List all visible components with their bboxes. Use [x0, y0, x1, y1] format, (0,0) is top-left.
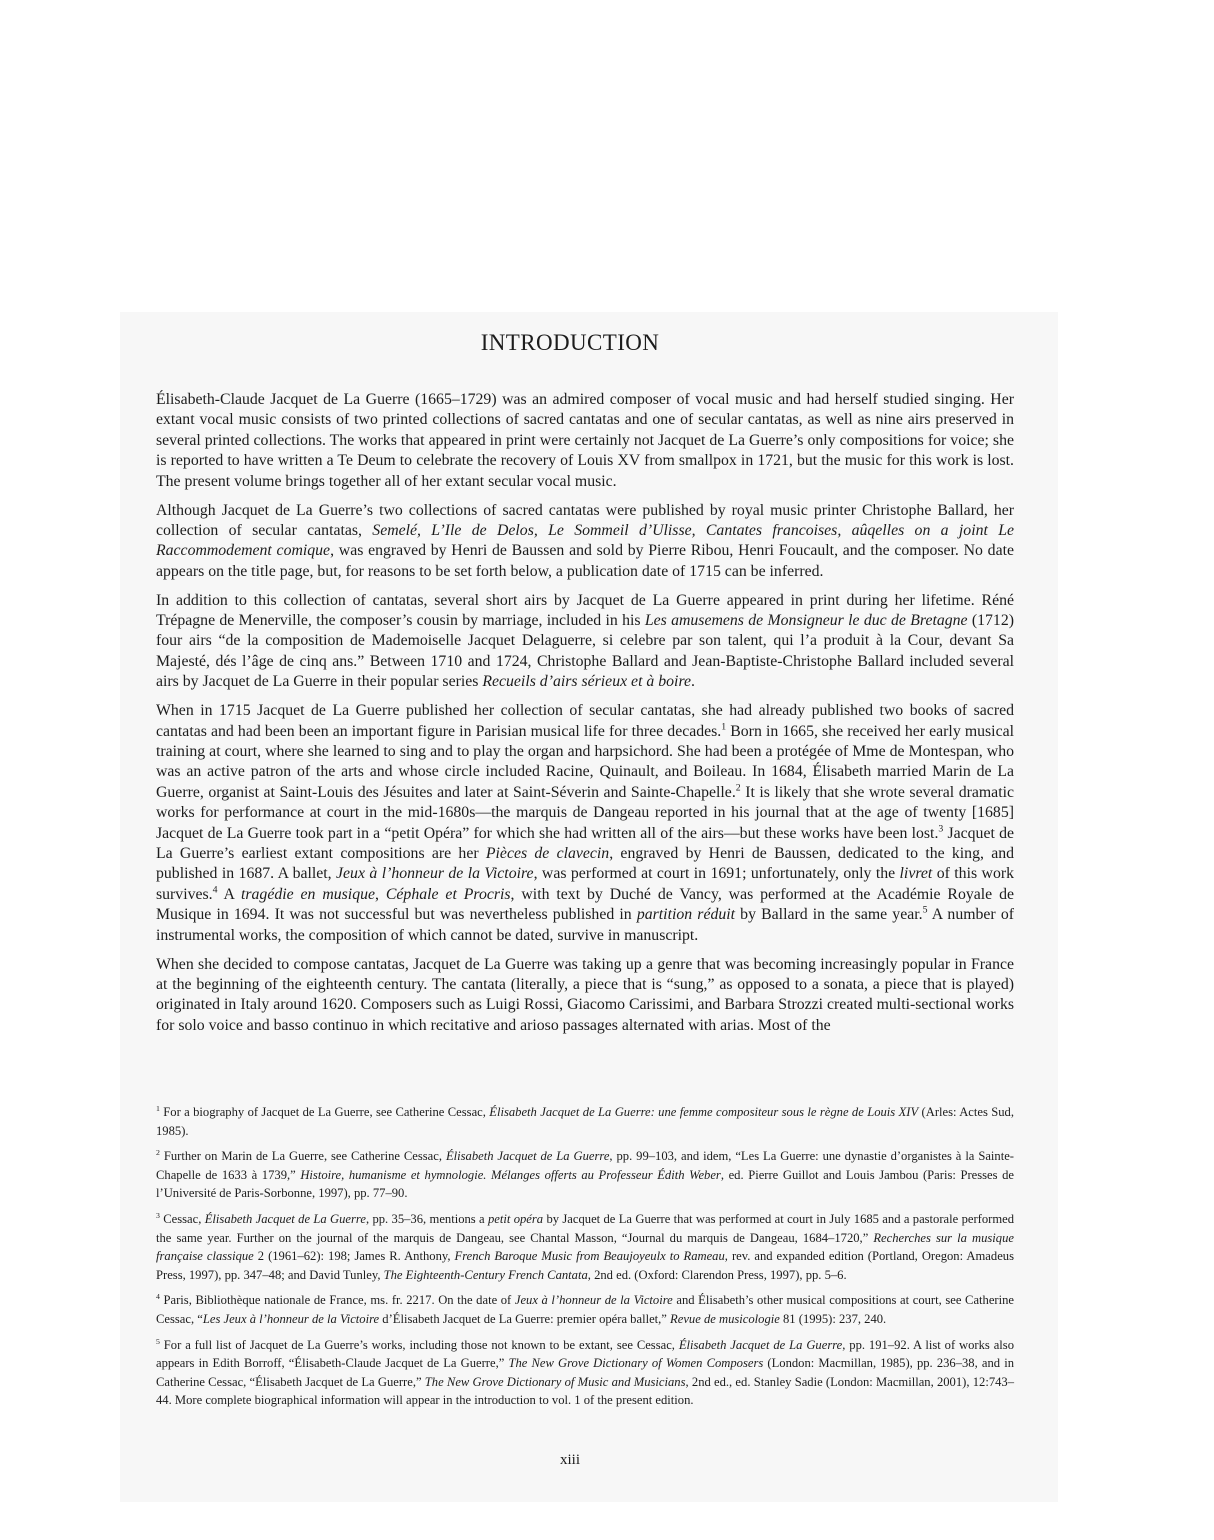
italic-text: The Eighteenth-Century French Cantata [383, 1267, 588, 1282]
text-run: , 2nd ed. (Oxford: Clarendon Press, 1997), pp. 5–6. [587, 1267, 847, 1282]
body-paragraph [156, 501, 1014, 583]
italic-text: Recueils d’airs sérieux et à boire [482, 673, 692, 691]
body-text [156, 390, 1014, 1045]
italic-text: The New Grove Dictionary of Music and Musicians [424, 1374, 686, 1389]
footnote-marker: 2 [156, 1148, 160, 1157]
page-number: xiii [559, 1452, 580, 1468]
text-run: It is likely that she wrote several dramatic works for performance at court in the mid-1680s—the marquis de Dangeau reported in his journal that at the age of twenty [1685] Jacquet de La Guerre took part in a “petit Opéra” for which she had written all of the airs—but these works have been lost. [156, 783, 1014, 842]
text-run: , pp. 191–92. A list of works also appears in Edith Borroff, “Élisabeth-Claude Jacquet de La Guerre,” [156, 1337, 1015, 1371]
italic-text: Histoire, humanisme et hymnologie. Mélanges offerts au Professeur Édith Weber [300, 1167, 721, 1182]
text-run: Further on Marin de La Guerre, see Catherine Cessac, [159, 1149, 446, 1164]
text-run: , pp. 99–103, and idem, “Les La Guerre: une dynastie d’organistes à la Sainte-Chapelle de 1633 à 1739,” [156, 1149, 1014, 1182]
text-run: For a full list of Jacquet de La Guerre’s works, including those not known to be extant, see Cessac, [159, 1337, 679, 1352]
italic-text: Élisabeth Jacquet de La Guerre [204, 1211, 366, 1226]
footnote-marker: 2 [735, 782, 741, 794]
italic-text: livret [899, 865, 933, 883]
text-run: When in 1715 Jacquet de La Guerre published her collection of secular cantatas, she had already published two books of sacred cantatas and had been been an important figure in Parisian musical life for three decades. [156, 702, 1014, 740]
italic-text: Recherches sur la musique française classique [156, 1230, 1014, 1264]
text-run: (London: Macmillan, 1985), pp. 236–38, and in Catherine Cessac, “Élisabeth Jacquet de La Guerre,” [156, 1356, 1015, 1389]
footnote-marker: 1 [156, 1103, 160, 1113]
italic-text: Élisabeth Jacquet de La Guerre: une femme compositeur sous le règne de Louis XIV [489, 1105, 919, 1119]
text-run: , [375, 885, 386, 903]
footnote-marker: 5 [922, 904, 928, 916]
text-run: , ed. Pierre Guillot and Louis Jambou (Paris: Presses de l’Université de Paris-Sorbonne, 1997), pp. 77–90. [156, 1167, 1015, 1201]
italic-text: Élisabeth Jacquet de La Guerre [445, 1149, 610, 1164]
footnote [156, 1291, 1014, 1328]
footnote [156, 1210, 1014, 1284]
text-run: by Ballard in the same year. [735, 906, 923, 924]
text-run: Cessac, [159, 1211, 205, 1226]
body-paragraph [156, 955, 1014, 1037]
text-run: , with text by Duché de Vancy, was performed at the Académie Royale de Musique in 1694. It was not successful but was nevertheless published in [156, 885, 1014, 924]
text-run: For a biography of Jacquet de La Guerre, see Catherine Cessac, [159, 1105, 490, 1119]
text-run: In addition to this collection of cantatas, several short airs by Jacquet de La Guerre appeared in print during her lifetime. Réné Trépagne de Menerville, the composer’s cousin by marriage, included in his [156, 591, 1014, 630]
italic-text: partition réduit [636, 906, 736, 924]
body-paragraph [156, 390, 1014, 492]
footnote [156, 1103, 1014, 1140]
text-run: Paris, Bibliothèque nationale de France, ms. fr. 2217. On the date of [159, 1293, 515, 1308]
italic-text: Les amusemens de Monsigneur le duc de Bretagne [644, 612, 968, 630]
text-run: , was performed at court in 1691; unfortunately, only the [533, 865, 900, 883]
text-run: , rev. and expanded edition (Portland, Oregon: Amadeus Press, 1997), pp. 347–48; and David Tunley, [156, 1249, 1014, 1282]
text-run: , was engraved by Henri de Baussen and sold by Pierre Ribou, Henri Foucault, and the composer. No date appears on the title page, but, for reasons to be set forth below, a publication date of 1715 can be inferred. [156, 542, 1014, 580]
italic-text: petit opéra [487, 1211, 544, 1226]
italic-text: Les Jeux à l’honneur de la Victoire [202, 1311, 380, 1326]
italic-text: Élisabeth Jacquet de La Guerre [678, 1337, 843, 1352]
text-run: (1712) four airs “de la composition de Mademoiselle Jacquet Delaguerre, si celebre par son talent, qui l’a produit à la Cour, devant Sa Majesté, dés l’âge de cinq ans.” Between 1710 and 1724, Christophe Ballard and Jean-Baptiste-Christophe Ballard included several airs by Jacquet de La Guerre in their popular series [156, 612, 1014, 691]
page-title: INTRODUCTION [480, 330, 660, 355]
text-run: , pp. 35–36, mentions a [365, 1211, 488, 1226]
italic-text: The New Grove Dictionary of Women Composers [508, 1356, 764, 1371]
text-run: Élisabeth-Claude Jacquet de La Guerre (1665–1729) was an admired composer of vocal music and had herself studied singing. Her extant vocal music consists of two printed collections of sacred cantatas and one of secular cantatas, as well as nine airs preserved in several printed collections. The works that appeared in print were certainly not Jacquet de La Guerre’s only compositions for voice; she is reported to have written a Te Deum to celebrate the recovery of Louis XV from smallpox in 1721, but the music for this work is lost. The present volume brings together all of her extant secular vocal music. [156, 391, 1014, 490]
text-run: of this work survives. [156, 865, 1015, 903]
text-run: , 2nd ed., ed. Stanley Sadie (London: Macmillan, 2001), 12:743–44. More complete biographical information will appear in the introduction to vol. 1 of the present edition. [156, 1374, 1015, 1408]
text-run: . [691, 673, 695, 691]
text-run: Born in 1665, she received her early musical training at court, where she learned to sing and to play the organ and harpsichord. She had been a protégée of Mme de Montespan, who was an active patron of the arts and whose circle included Racine, Quinault, and Boileau. In 1684, Élisabeth married Marin de La Guerre, organist at Saint-Louis des Jésuites and later at Saint-Séverin and Sainte-Chapelle. [156, 722, 1014, 801]
body-paragraph [156, 701, 1014, 946]
italic-text: Revue de musicologie [670, 1311, 780, 1326]
italic-text: French Baroque Music from Beaujoyeulx to Rameau [454, 1249, 725, 1264]
body-paragraph [156, 591, 1014, 693]
text-run: by Jacquet de La Guerre that was performed at court in July 1685 and a pastorale performed the same year. Further on the journal of the marquis de Dangeau, see Chantal Masson, “Journal du marquis de Dangeau, 1684–1720,” [156, 1211, 1015, 1245]
footnote-marker: 1 [721, 721, 727, 733]
text-run: Although Jacquet de La Guerre’s two collections of sacred cantatas were published by royal music printer Christophe Ballard, her collection of secular cantatas, [156, 501, 1014, 539]
text-run: and Élisabeth’s other musical compositions at court, see Catherine Cessac, “ [156, 1293, 1015, 1326]
text-run: Jacquet de La Guerre’s earliest extant compositions are her [156, 824, 1014, 863]
italic-text: Pièces de clavecin [485, 845, 610, 863]
italic-text: Semelé, L’Ile de Delos, Le Sommeil d’Ulisse, Cantates francoises, aûqelles on a joint Le Raccommodement comique [156, 521, 1014, 560]
italic-text: Céphale et Procris [385, 885, 511, 903]
footnote [156, 1147, 1014, 1203]
footnote-marker: 3 [156, 1210, 160, 1220]
text-run: A number of instrumental works, the composition of which cannot be dated, survive in manuscript. [156, 906, 1014, 944]
text-run: When she decided to compose cantatas, Jacquet de La Guerre was taking up a genre that was becoming increasingly popular in France at the beginning of the eighteenth century. The cantata (literally, a piece that is “sung,” as opposed to a sonata, a piece that is played) originated in Italy around 1620. Composers such as Luigi Rossi, Giacomo Carissimi, and Barbara Strozzi created multi-sectional works for solo voice and basso continuo in which recitative and arioso passages alternated with arias. Most of the [156, 955, 1014, 1034]
footnote-marker: 5 [156, 1336, 160, 1346]
italic-text: Jeux à l’honneur de la Victoire [336, 865, 534, 883]
italic-text: Jeux à l’honneur de la Victoire [514, 1293, 673, 1308]
text-run: d’Élisabeth Jacquet de La Guerre: premier opéra ballet,” [379, 1311, 671, 1326]
text-run: (Arles: Actes Sud, 1985). [156, 1105, 1014, 1138]
text-run: , engraved by Henri de Baussen, dedicated to the king, and published in 1687. A ballet, [156, 845, 1015, 883]
italic-text: tragédie en musique [240, 885, 376, 903]
footnote-marker: 3 [938, 823, 944, 835]
text-run: 81 (1995): 237, 240. [779, 1311, 887, 1326]
footnote-marker: 4 [212, 884, 218, 896]
footnote [156, 1336, 1014, 1410]
footnotes [156, 1103, 1014, 1417]
text-run: 2 (1961–62): 198; James R. Anthony, [253, 1249, 455, 1264]
text-run: A [217, 885, 241, 903]
footnote-marker: 4 [156, 1292, 160, 1302]
